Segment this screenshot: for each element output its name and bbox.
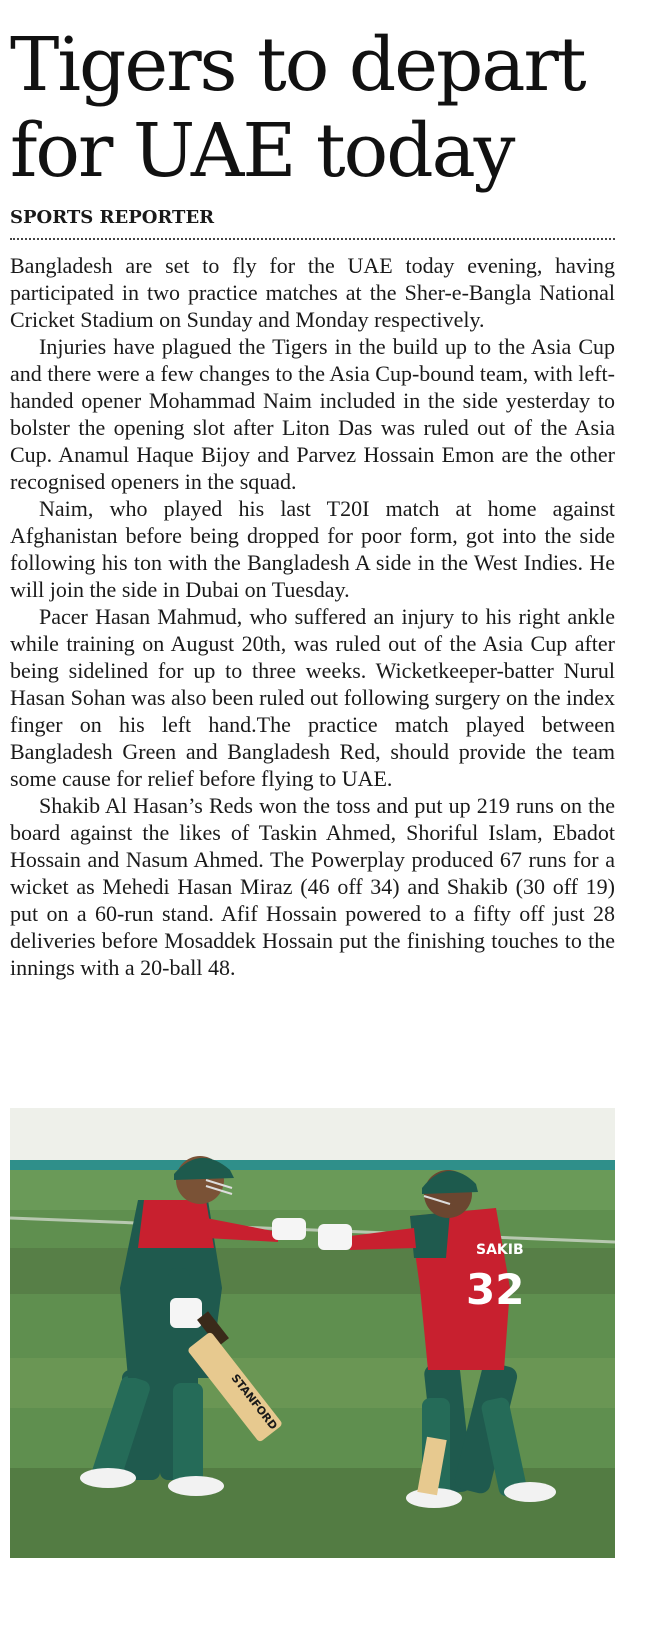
boundary-board: [10, 1160, 615, 1170]
jersey-name: SAKIB: [476, 1242, 524, 1258]
paragraph-4: Pacer Hasan Mahmud, who suffered an injury to his right ankle while training on August 20th, was ruled out of the Asia Cup after being sidelined for up to three weeks. Wicketkeeper-batter Nurul Hasan Sohan was also been ruled out following surgery on the index finger on his left hand.The practice match played between Bangladesh Green and Bangladesh Red, should provide the team some cause for relief before flying to UAE.: [10, 604, 615, 791]
paragraph-3: Naim, who played his last T20I match at home against Afghanistan before being dropped for poor form, got into the side following his ton with the Bangladesh A side in the West Indies. He will join the side in Dubai on Tuesday.: [10, 496, 615, 602]
paragraph-1: Bangladesh are set to fly for the UAE today evening, having participated in two practice matches at the Sher-e-Bangla National Cricket Stadium on Sunday and Monday respectively.: [10, 253, 615, 332]
jersey-number: 32: [466, 1265, 525, 1314]
dotted-divider: [10, 238, 615, 240]
sky-background: [10, 1108, 615, 1166]
photo-illustration: [10, 1108, 615, 1558]
headline: Tigers to depart for UAE today: [10, 22, 585, 194]
paragraph-2: Injuries have plagued the Tigers in the build up to the Asia Cup and there were a few changes to the Asia Cup-bound team, with left-handed opener Mohammad Naim included in the side yesterday to bolster the opening slot after Liton Das was ruled out of the Asia Cup. Anamul Haque Bijoy and Parvez Hossain Emon are the other recognised openers in the squad.: [10, 334, 615, 494]
article-body: [10, 252, 615, 981]
cricket-photo: [10, 1108, 615, 1558]
byline: SPORTS REPORTER: [10, 207, 215, 228]
bat-brand: STANFORD: [228, 1371, 280, 1433]
paragraph-5: Shakib Al Hasan’s Reds won the toss and put up 219 runs on the board against the likes of Taskin Ahmed, Shoriful Islam, Ebadot Hossain and Nasum Ahmed. The Powerplay produced 67 runs for a wicket as Mehedi Hasan Miraz (46 off 34) and Shakib (30 off 19) put on a 60-run stand. Afif Hossain powered to a fifty off just 28 deliveries before Mosaddek Hossain put the finishing touches to the innings with a 20-ball 48.: [10, 793, 615, 980]
